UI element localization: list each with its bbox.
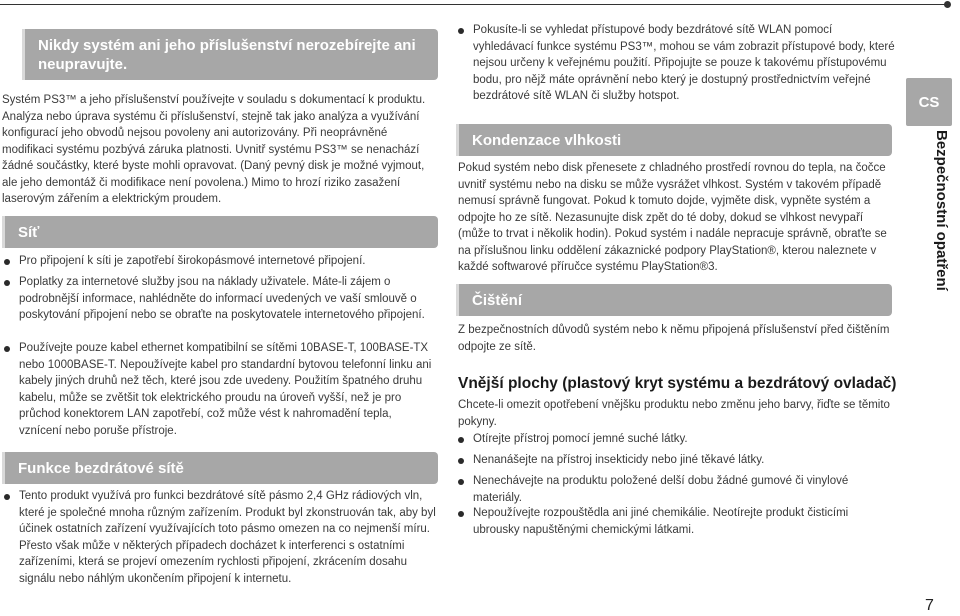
section-heading-wireless: [2, 452, 438, 484]
page-number: 7: [925, 597, 934, 614]
section-heading-compat: [22, 29, 438, 80]
surfaces-bullet-3: Nenechávejte na produktu položené delší dobu žádné gumové či vinylové materiály.: [456, 473, 896, 506]
surfaces-bullet-1: Otírejte přístroj pomocí jemné suché látky.: [456, 431, 896, 448]
cleaning-paragraph: Z bezpečnostních důvodů systém nebo k němu připojená příslušenství před čištěním odpojte ze sítě.: [458, 324, 890, 353]
language-tab-label: CS: [918, 93, 940, 111]
section-heading-cleaning: [456, 284, 892, 316]
section-heading-condensation: [456, 124, 892, 156]
section-heading-compat-text: Nikdy systém ani jeho příslušenství nerozebírejte ani neupravujte.: [38, 37, 416, 73]
compat-paragraph: Systém PS3™ a jeho příslušenství používejte v souladu s dokumentací k produktu. Analýza nebo úprava systému či příslušenství, stejně tak jako analýza a využívání konfigurací jeho obvodů nejsou povoleny ani autorizovány. Při neoprávněné modifikaci systému pozbývá záruka platnosti. Uvnitř systému PS3™ se nenachází žádné součástky, které byste mohli opravovat. (Daný pevný disk je možné vyjmout, ale jeho demontáž či modifikace není povolena.) Mimo to hrozí riziko zasažení laserovým zářením a elektrickým proudem.: [2, 94, 426, 205]
top-rule: [0, 4, 945, 5]
network-bullet-3: Používejte pouze kabel ethernet kompatibilní se sítěmi 10BASE-T, 100BASE-TX nebo 1000BASE-T. Nepoužívejte kabel pro standardní bytovou telefonní linku ani kabely jiných druhů než těch, které jsou zde uvedeny. Použitím špatného druhu kabelu, může se zvětšit tok elektrického proudu na úroveň vyšší, než je pro průchod konektorem LAN zapotřebí, což může vést k nahromadění tepla, vznícení nebo poruše přístroje.: [2, 340, 436, 439]
top-rule-endpoint: [944, 1, 951, 8]
wireless-bullet-1: Tento produkt využívá pro funkci bezdrátové sítě pásmo 2,4 GHz rádiových vln, které je společné mnoha různým zařízením. Produkt byl zkonstruován tak, aby byl účinek ostatních zařízení využívajících toto pásmo omezen na co nejmenší míru. Přesto však může v některých případech docházet k interferenci s ostatními zařízeními, která se projeví omezením rychlosti připojení, zkrácením dosahu signálu nebo náhlým ukončením připojení k internetu.: [2, 488, 436, 587]
surfaces-heading: Vnější plochy (plastový kryt systému a bezdrátový ovladač): [458, 375, 897, 392]
network-bullet-2: Poplatky za internetové služby jsou na náklady uživatele. Máte-li zájem o podrobnější informace, nahlédněte do informací uvedených ve vaší smlouvě o poskytování připojení nebo se obraťte na poskytovatele internetového připojení.: [2, 274, 436, 324]
language-tab: [906, 78, 952, 126]
section-heading-network: [2, 216, 438, 248]
section-heading-condensation-text: Kondenzace vlhkosti: [472, 132, 622, 149]
condensation-paragraph: Pokud systém nebo disk přenesete z chladného prostředí rovnou do tepla, na čočce uvnitř systému nebo na disku se může vysrážet vlhkost. Systém v takovém případě nemusí správně fungovat. Pokud k tomuto dojde, vyjměte disk, vypněte systém a odpojte ho ze sítě. Nezasunujte disk zpět do té doby, dokud se vlhkost nevypaří (může to trvat i několik hodin). Pokud systém i nadále nepracuje správně, obraťte se na příslušnou linku oddělení zákaznické podpory PlayStation®, kterou naleznete v každé softwarové příručce systému PlayStation®3.: [458, 162, 887, 273]
surfaces-bullet-4: Nepoužívejte rozpouštědla ani jiné chemikálie. Neotírejte produkt čisticími ubrousky napuštěnými chemickými látkami.: [456, 505, 896, 538]
surfaces-intro: Chcete-li omezit opotřebení vnějšku produktu nebo změnu jeho barvy, řiďte se těmito pokyny.: [458, 399, 890, 428]
surfaces-bullet-2: Nenanášejte na přístroj insekticidy nebo jiné těkavé látky.: [456, 452, 896, 469]
vertical-section-title: Bezpečnostní opatření: [933, 130, 950, 291]
section-heading-cleaning-text: Čištění: [472, 292, 523, 309]
section-heading-wireless-text: Funkce bezdrátové sítě: [18, 460, 184, 477]
section-heading-network-text: Síť: [18, 224, 40, 241]
wireless-bullet-2: Pokusíte-li se vyhledat přístupové body bezdrátové sítě WLAN pomocí vyhledávací funkce systému PS3™, mohou se vám zobrazit přístupové body, které nejsou určeny k veřejnému použití. Připojujte se pouze k takovému přístupovému bodu, pro nějž máte oprávnění nebo který je dostupný prostřednictvím veřejné bezdrátové sítě WLAN či služby hotspot.: [456, 22, 896, 105]
network-bullet-1: Pro připojení k síti je zapotřebí širokopásmové internetové připojení.: [2, 253, 436, 270]
